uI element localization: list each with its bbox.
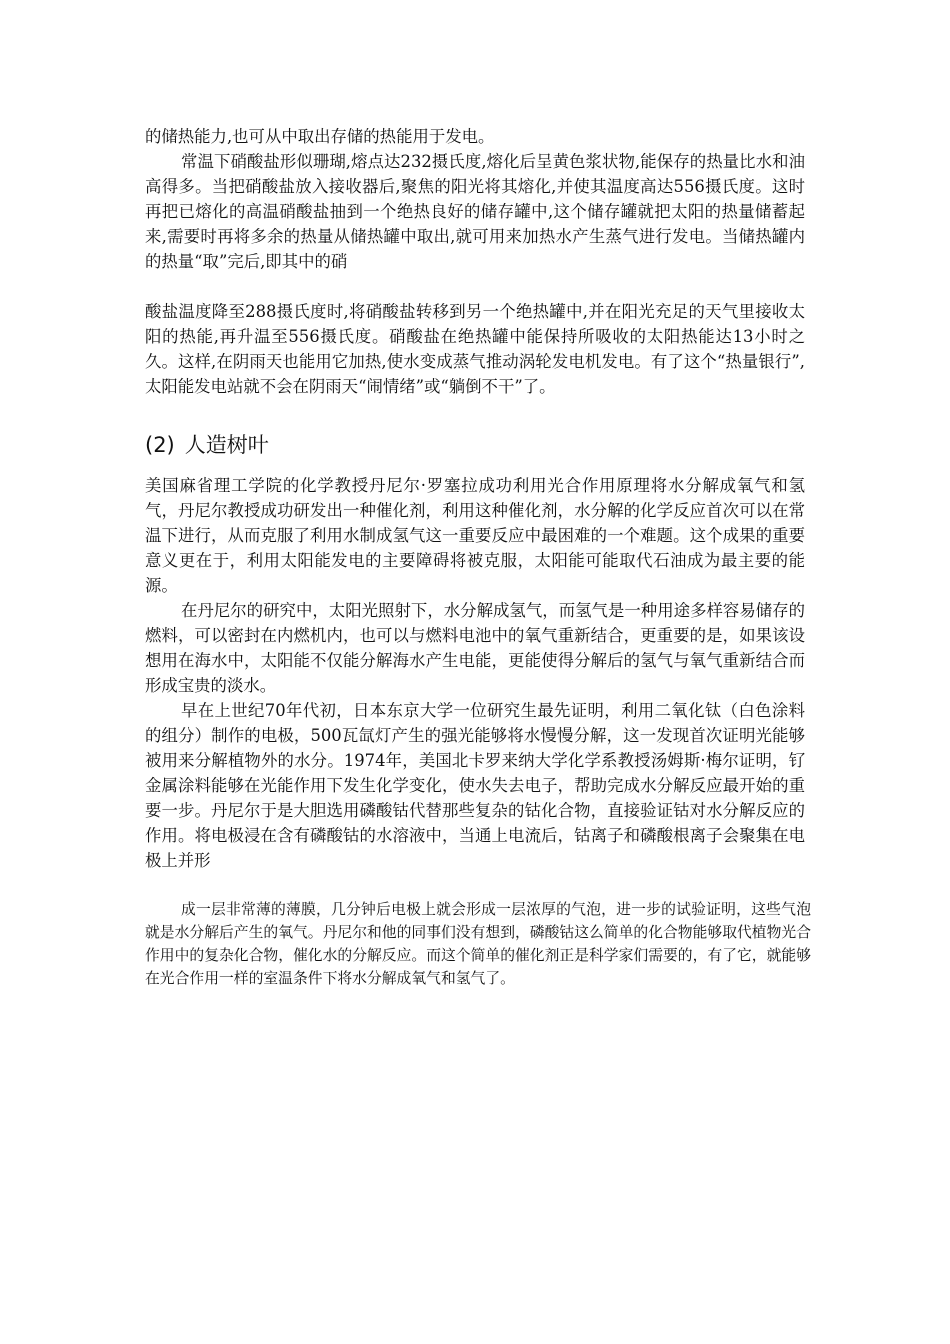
paragraph-history-research: 早在上世纪70年代初，日本东京大学一位研究生最先证明，利用二氧化钛（白色涂料的组分）制作的电极，500瓦氙灯产生的强光能够将水慢慢分解，这一发现首次证明光能够被用来分解植物外的水分。1974年，美国北卡罗来纳大学化学系教授汤姆斯·梅尔证明，钌金属涂料能够在光能作用下发生化学变化，使水失去电子，帮助完成水分解反应最开始的重要一步。丹尼尔于是大胆选用磷酸钴代替那些复杂的钴化合物，直接验证钴对水分解反应的作用。将电极浸在含有磷酸钴的水溶液中，当通上电流后，钴离子和磷酸根离子会聚集在电极上并形 [145,701,805,870]
paragraph-heat-bank: 酸盐温度降至288摄氏度时,将硝酸盐转移到另一个绝热罐中,并在阳光充足的天气里接收太阳的热能,再升温至556摄氏度。硝酸盐在绝热罐中能保持所吸收的太阳热能达13小时之久。这样,在阴雨天也能用它加热,使水变成蒸气推动涡轮发电机发电。有了这个“热量银行”,太阳能发电站就不会在阴雨天“闹情绪”或“躺倒不干”了。 [145,302,805,396]
paragraph-nitrate-melting: 常温下硝酸盐形似珊瑚,熔点达232摄氏度,熔化后呈黄色浆状物,能保存的热量比水和油高得多。当把硝酸盐放入接收器后,聚焦的阳光将其熔化,并使其温度高达556摄氏度。这时再把已熔化的高温硝酸盐抽到一个绝热良好的储存罐中,这个储存罐就把太阳的热量储蓄起来,需要时再将多余的热量从储热罐中取出,就可用来加热水产生蒸气进行发电。当储热罐内的热量“取”完后,即其中的硝 [145,152,805,271]
paragraph-storage-capacity: 的储热能力,也可从中取出存储的热能用于发电。 [145,127,495,146]
section-number: (2) [145,433,175,457]
paragraph-oxygen-bubbles: 成一层非常薄的薄膜，几分钟后电极上就会形成一层浓厚的气泡，进一步的试验证明，这些气泡就是水分解后产生的氧气。丹尼尔和他的同事们没有想到，磷酸钴这么简单的化合物能够取代植物光合作用中的复杂化合物，催化水的分解反应。而这个简单的催化剂正是科学家们需要的，有了它，就能够在光合作用一样的室温条件下将水分解成氧气和氢气了。 [145,901,811,987]
section-title: 人造树叶 [184,433,269,457]
section-heading-artificial-leaf [145,429,269,461]
paragraph-hydrogen-fuel: 在丹尼尔的研究中，太阳光照射下，水分解成氢气，而氢气是一种用途多样容易储存的燃料，可以密封在内燃机内，也可以与燃料电池中的氧气重新结合，更重要的是，如果该设想用在海水中，太阳能不仅能分解海水产生电能，更能使得分解后的氢气与氧气重新结合而形成宝贵的淡水。 [145,601,805,695]
paragraph-mit-catalyst: 美国麻省理工学院的化学教授丹尼尔·罗塞拉成功利用光合作用原理将水分解成氧气和氢气，丹尼尔教授成功研发出一种催化剂，利用这种催化剂，水分解的化学反应首次可以在常温下进行，从而克服了利用水制成氢气这一重要反应中最困难的一个难题。这个成果的重要意义更在于，利用太阳能发电的主要障碍将被克服，太阳能可能取代石油成为最主要的能源。 [145,476,805,595]
